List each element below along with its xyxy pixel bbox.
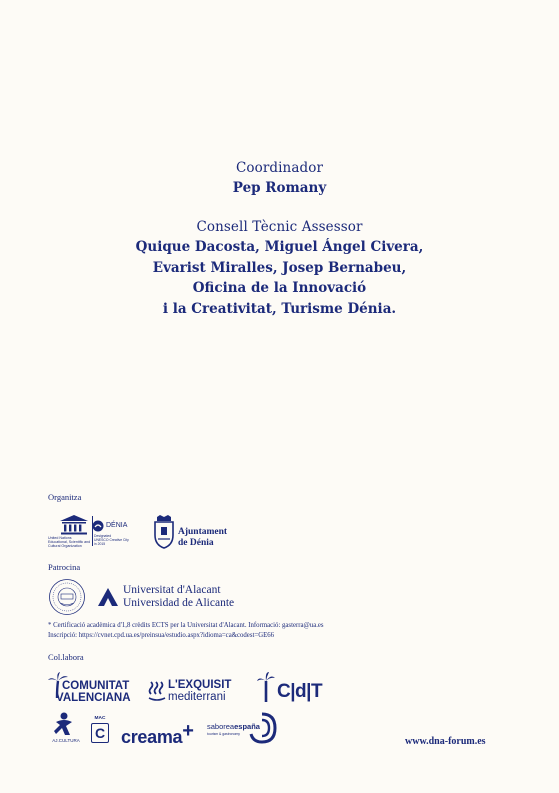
saborea-text: saborea: [207, 722, 235, 731]
organitza-label: Organitza: [48, 492, 82, 502]
exquisit-line: L'EXQUISIT: [168, 679, 232, 691]
denia-sub-line: in 2015: [94, 541, 106, 546]
certification-notes: [48, 621, 518, 640]
university-line: Universidad de Alicante: [123, 596, 235, 609]
collabora-label: Col.labora: [48, 652, 84, 662]
comunitat-line: COMUNITAT: [62, 680, 130, 692]
council-member-line: i la Creativitat, Turisme Dénia.: [162, 300, 397, 317]
saborea-sub: tourism & gastronomy: [207, 732, 240, 736]
council-member-line: Evarist Miralles, Josep Bernabeu,: [152, 259, 407, 276]
comunitat-line: VALENCIANA: [56, 691, 131, 704]
council-member-line: Oficina de la Innovació: [192, 280, 367, 296]
mac-letter: C: [91, 723, 109, 743]
denia-sub-line: Designated: [94, 534, 112, 538]
unesco-text-line: Cultural Organization: [48, 544, 82, 548]
creama-plus: +: [182, 720, 194, 742]
council-member-line: Quique Dacosta, Miguel Ángel Civera,: [135, 239, 424, 255]
certification-line: * Certificació acadèmica d'1,8 crèdits ECTS per la Universitat d'Alacant. Informació: gasterra@ua.es: [48, 622, 324, 629]
unesco-denia-logo: [48, 514, 144, 550]
mac-label: MAC: [94, 716, 106, 721]
ajuntament-line: de Dénia: [178, 538, 214, 548]
university-line: Universitat d'Alacant: [123, 584, 221, 596]
registration-line: Inscripció: https://cvnet.cpd.ua.es/preinsua/estudio.aspx?idioma=ca&codest=GE66: [48, 631, 275, 639]
coordinator-name: Pep Romany: [232, 180, 327, 196]
university-triangle-icon: [97, 586, 119, 608]
saborea-espana-logo: [207, 712, 277, 746]
unesco-temple-icon: [54, 514, 94, 536]
website-link[interactable]: www.dna-forum.es: [405, 736, 486, 747]
espana-text: españa: [234, 722, 260, 731]
denia-sub-line: UNESCO Creative City: [94, 537, 129, 542]
aj-cultura-text: AJ.CULTURA: [52, 738, 80, 743]
mac-logo: [90, 716, 110, 744]
saborea-swirl-icon: [247, 712, 277, 744]
aj-cultura-logo: [48, 712, 82, 746]
denia-coat-of-arms-icon: [153, 515, 175, 549]
ajuntament-line: Ajuntament: [178, 527, 228, 537]
denia-circle-icon: [92, 520, 104, 532]
patrocina-label: Patrocina: [48, 562, 81, 572]
exquisit-waves-icon: [148, 680, 166, 702]
cdt-text: C|d|T: [277, 681, 323, 702]
coordinator-role: Coordinador: [235, 160, 324, 176]
dancer-figure-icon: [52, 712, 74, 736]
seal-icon: [48, 578, 86, 616]
denia-title: DÉNIA: [106, 522, 128, 529]
creama-text: creama: [121, 727, 183, 747]
cdt-palm-icon: [257, 672, 275, 702]
ajuntament-denia-logo: [153, 515, 228, 553]
unesco-text-line: United Nations: [48, 536, 72, 540]
exquisit-line: mediterrani: [168, 690, 226, 703]
unesco-text-line: Educational, Scientific and: [48, 540, 91, 544]
council-role: Consell Tècnic Assessor: [196, 219, 363, 235]
creama-logo: [121, 720, 194, 749]
council-members: [0, 237, 559, 319]
